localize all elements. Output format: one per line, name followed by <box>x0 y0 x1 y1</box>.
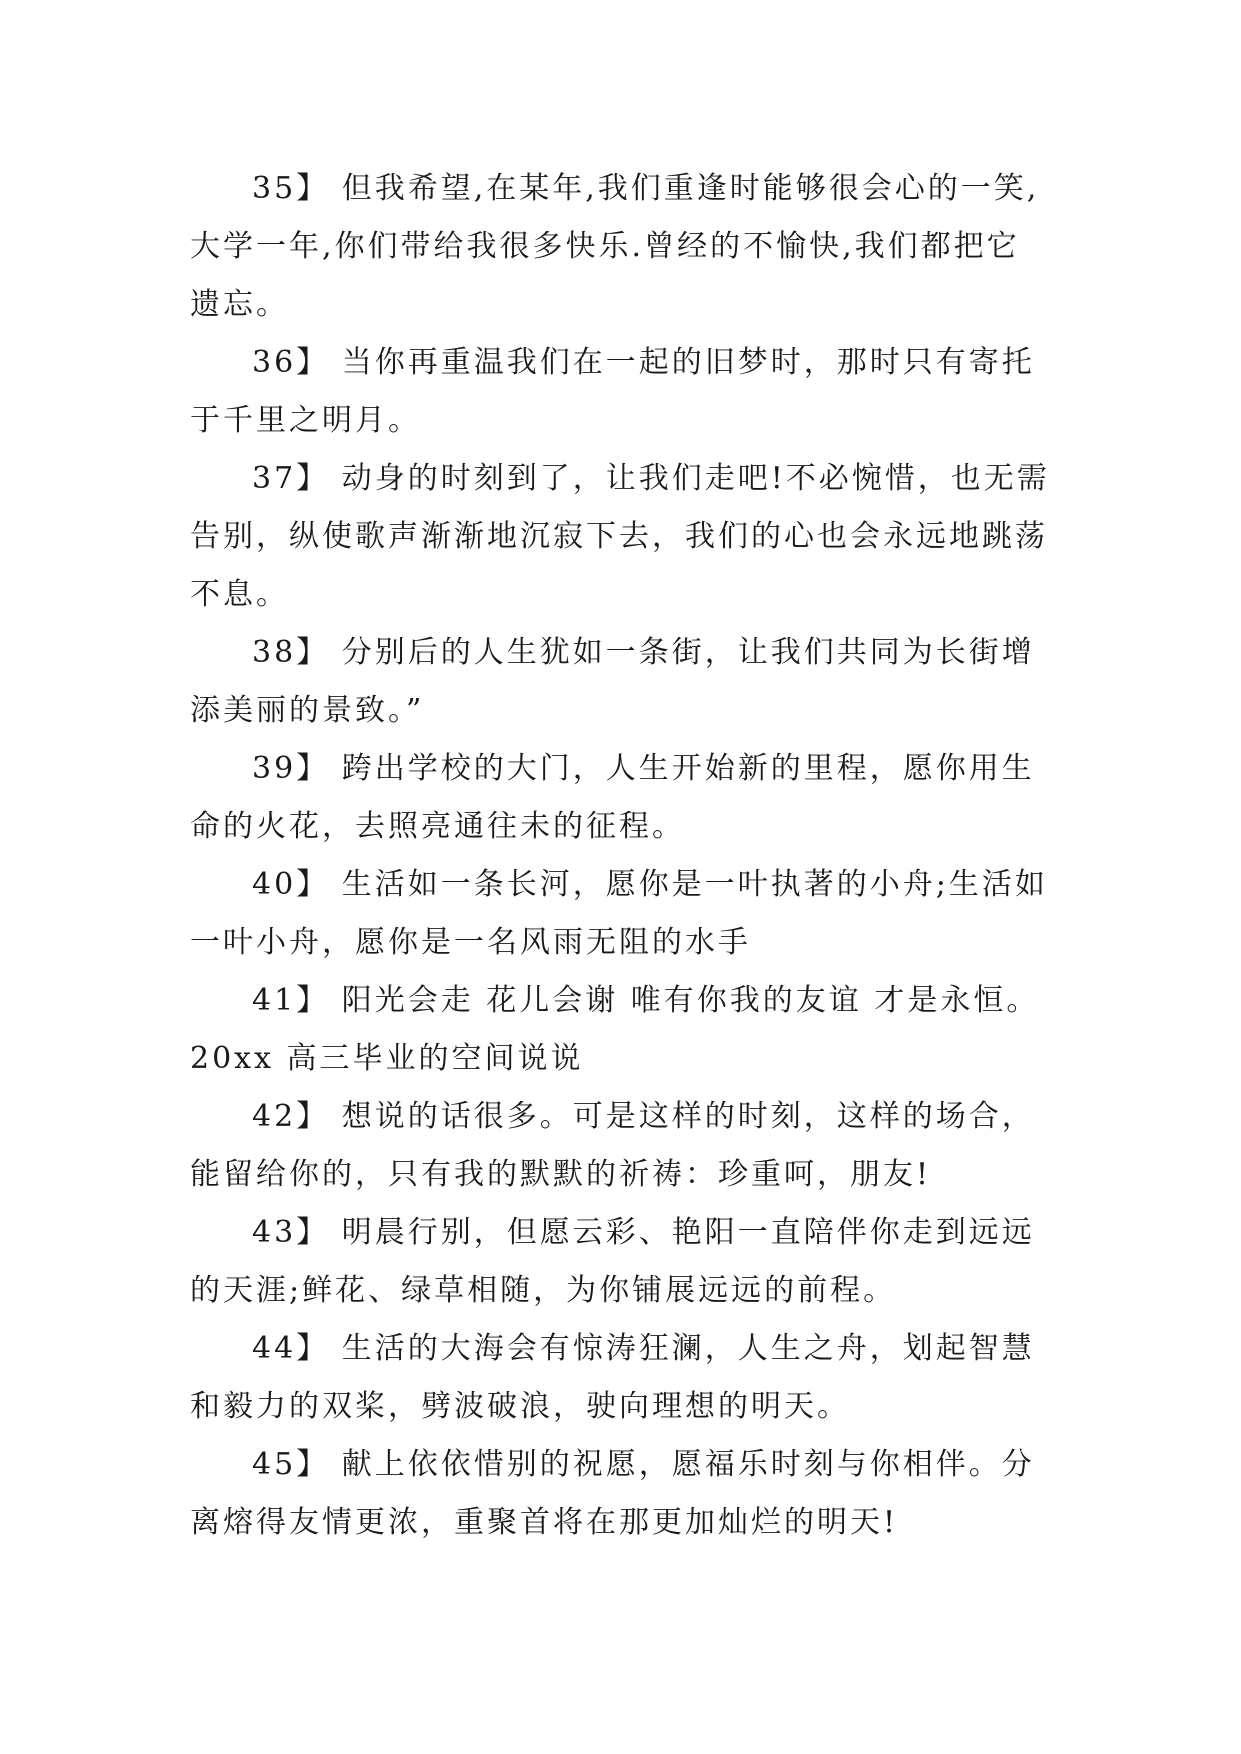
text-line: 45】 献上依依惜别的祝愿，愿福乐时刻与你相伴。分 <box>252 1447 1035 1482</box>
text-line: 42】 想说的话很多。可是这样的时刻，这样的场合， <box>252 1099 1035 1134</box>
text-line: 35】 但我希望,在某年,我们重逢时能够很会心的一笑, <box>252 171 1040 206</box>
text-line: 一叶小舟，愿你是一名风雨无阻的水手 <box>190 925 751 960</box>
text-line: 41】 阳光会走 花儿会谢 唯有你我的友谊 才是永恒。 <box>252 983 1040 1018</box>
text-line: 36】 当你再重温我们在一起的旧梦时，那时只有寄托 <box>252 345 1035 380</box>
text-line: 40】 生活如一条长河，愿你是一叶执著的小舟;生活如 <box>252 867 1048 902</box>
text-line: 大学一年,你们带给我很多快乐.曾经的不愉快,我们都把它 <box>190 229 1020 264</box>
text-line: 37】 动身的时刻到了，让我们走吧!不必惋惜，也无需 <box>252 461 1050 496</box>
text-line: 39】 跨出学校的大门，人生开始新的里程，愿你用生 <box>252 751 1035 786</box>
text-line: 于千里之明月。 <box>190 403 421 438</box>
text-line: 44】 生活的大海会有惊涛狂澜，人生之舟，划起智慧 <box>252 1331 1035 1366</box>
document-body <box>190 160 1060 1552</box>
text-line: 不息。 <box>190 577 289 612</box>
text-line: 和毅力的双桨，劈波破浪，驶向理想的明天。 <box>190 1389 850 1424</box>
text-line: 43】 明晨行别，但愿云彩、艳阳一直陪伴你走到远远 <box>252 1215 1035 1250</box>
text-line: 能留给你的，只有我的默默的祈祷：珍重呵，朋友! <box>190 1157 932 1192</box>
text-line: 38】 分别后的人生犹如一条街，让我们共同为长街增 <box>252 635 1035 670</box>
text-line: 20xx 高三毕业的空间说说 <box>190 1041 584 1076</box>
text-line: 遗忘。 <box>190 287 289 322</box>
text-line: 离熔得友情更浓，重聚首将在那更加灿烂的明天! <box>190 1505 899 1540</box>
text-line: 添美丽的景致。” <box>190 693 425 728</box>
text-line: 的天涯;鲜花、绿草相随，为你铺展远远的前程。 <box>190 1273 897 1308</box>
text-line: 告别，纵使歌声渐渐地沉寂下去，我们的心也会永远地跳荡 <box>190 519 1048 554</box>
text-line: 命的火花，去照亮通往未的征程。 <box>190 809 685 844</box>
